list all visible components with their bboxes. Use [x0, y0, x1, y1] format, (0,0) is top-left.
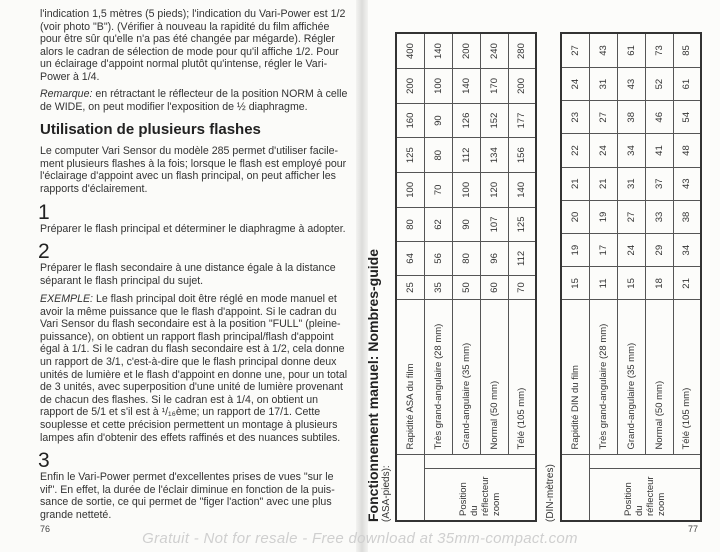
- table-cell: 29: [645, 234, 673, 267]
- text-line: un rapport de 3/1, c'est-à-dire que le flash principal donne deux: [40, 355, 337, 368]
- table-cell: 80: [452, 242, 480, 275]
- asa-table-label: (ASA-pieds):: [381, 465, 392, 522]
- text-line: Position du: [457, 482, 480, 516]
- text-line: Enfin le Vari-Power permet d'excellentes prises de vues "sur le: [40, 471, 334, 483]
- table-cell: 24: [589, 134, 617, 167]
- table-cell: 140: [424, 33, 452, 69]
- table-cell: 61: [617, 33, 645, 67]
- table-cell: 24: [617, 234, 645, 267]
- table-cell: 52: [645, 67, 673, 100]
- text-line: zoom: [490, 492, 502, 516]
- table-cell: 90: [424, 103, 452, 138]
- table-cell: 33: [645, 200, 673, 233]
- table-cell: 19: [589, 200, 617, 233]
- text-line: Power à 1/4.: [40, 70, 100, 83]
- row-label: Très grand-angulaire (28 mm): [424, 300, 452, 455]
- table-cell: 60: [480, 275, 508, 300]
- spacer-cell: [589, 455, 701, 469]
- table-cell: 62: [424, 207, 452, 242]
- text-line: de 3 unités, avec superposition d'une unité de lumière provenant: [40, 381, 343, 394]
- table-cell: 73: [645, 33, 673, 67]
- table-cell: 64: [396, 242, 424, 275]
- table-cell: 22: [561, 134, 589, 167]
- table-cell: 38: [617, 101, 645, 134]
- table-cell: 100: [452, 173, 480, 208]
- table-row: [645, 33, 673, 521]
- table-cell: 280: [508, 33, 536, 69]
- text-line: sance de sortie, ce qui permet de "figer l'action" avec une plus: [40, 496, 332, 509]
- row-label: Grand-angulaire (35 mm): [617, 300, 645, 455]
- table-cell: 21: [561, 167, 589, 200]
- table-cell: 112: [508, 242, 536, 275]
- table-cell: 200: [508, 69, 536, 104]
- table-cell: 23: [561, 101, 589, 134]
- step-1-number: 1: [38, 201, 50, 224]
- text-line: [40, 293, 362, 306]
- remark-text: en rétractant le réflecteur de la position NORM à celle: [92, 88, 348, 100]
- text-line: égal à 1/1. Si le cadran du flash secondaire est à 1/2, cela donne: [40, 343, 345, 356]
- table-cell: 43: [617, 67, 645, 100]
- table-cell: 140: [452, 69, 480, 104]
- table-cell: 11: [589, 267, 617, 300]
- text-line: séparant le flash principal du sujet.: [40, 274, 204, 287]
- table-cell: 112: [452, 138, 480, 173]
- remark-paragraph: [40, 88, 362, 113]
- page-number-left: 76: [40, 524, 51, 534]
- table-row: [396, 33, 424, 521]
- table-cell: 107: [480, 207, 508, 242]
- table-cell: 70: [424, 173, 452, 208]
- row-label: Télé (105 mm): [673, 300, 701, 455]
- table-cell: 46: [645, 101, 673, 134]
- din-guide-table: [560, 32, 702, 522]
- table-cell: 100: [396, 173, 424, 208]
- table-cell: 27: [561, 33, 589, 67]
- table-cell: 126: [452, 103, 480, 138]
- table-row: [424, 33, 452, 521]
- intro-paragraph: [40, 8, 362, 84]
- table-cell: 56: [424, 242, 452, 275]
- text-line: vif". En effet, la durée de l'éclair diminue en fonction de la puis-: [40, 483, 335, 496]
- text-line: pour être sûr qu'elle n'a pas été changée par mégarde). Régler: [40, 33, 335, 46]
- step-2-text: [40, 262, 362, 287]
- table-cell: 152: [480, 103, 508, 138]
- table-cell: 170: [480, 69, 508, 104]
- table-cell: 37: [645, 167, 673, 200]
- text-line: lampes afin d'obtenir des effets raffinés et des nuances subtiles.: [40, 431, 341, 444]
- example-label: EXEMPLE:: [40, 293, 93, 305]
- table-cell: 38: [673, 200, 701, 233]
- step-1-text: Préparer le flash principal et déterminer le diaphragme à adopter.: [40, 223, 346, 235]
- guide-number-tables: [365, 32, 695, 522]
- text-line: un éclairage d'appoint normal plutôt qu'intense, régler le Vari-: [40, 58, 328, 71]
- table-cell: 18: [645, 267, 673, 300]
- table-cell: 156: [508, 138, 536, 173]
- footer-watermark: Gratuit - Not for resale - Free download at 35mm-compact.com: [142, 530, 578, 547]
- text-line: réflecteur: [479, 476, 491, 516]
- table-cell: 80: [396, 207, 424, 242]
- table-cell: 48: [673, 134, 701, 167]
- text-line: zoom: [655, 492, 667, 516]
- tables-title: Fonctionnement manuel: Nombres-guide: [365, 248, 381, 522]
- table-cell: 43: [589, 33, 617, 67]
- table-cell: 61: [673, 67, 701, 100]
- table-cell: 31: [589, 67, 617, 100]
- din-header-label: Rapidité DIN du film: [561, 300, 589, 455]
- text-line: grande netteté.: [40, 508, 112, 521]
- text-line: réflecteur: [644, 476, 656, 516]
- table-cell: 160: [396, 103, 424, 138]
- table-cell: 50: [452, 275, 480, 300]
- table-row: [673, 33, 701, 521]
- row-label: Télé (105 mm): [508, 300, 536, 455]
- table-cell: 27: [589, 101, 617, 134]
- row-label: Normal (50 mm): [480, 300, 508, 455]
- spacer-cell: [424, 455, 536, 469]
- table-row: [589, 33, 617, 521]
- text-line: Position du: [622, 482, 645, 516]
- table-cell: 43: [673, 167, 701, 200]
- table-cell: 15: [617, 267, 645, 300]
- text-line: Vari Sensor du flash secondaire est à la position "FULL" (pleine-: [40, 318, 341, 331]
- table-cell: 100: [424, 69, 452, 104]
- row-label: Très grand-angulaire (28 mm): [589, 300, 617, 455]
- table-cell: 177: [508, 103, 536, 138]
- table-cell: 240: [480, 33, 508, 69]
- table-cell: 15: [561, 267, 589, 300]
- row-label: Normal (50 mm): [645, 300, 673, 455]
- table-row: [452, 33, 480, 521]
- table-cell: 400: [396, 33, 424, 69]
- text-line: [40, 88, 362, 101]
- table-cell: 25: [396, 275, 424, 300]
- text-line: Le computer Vari Sensor du modèle 285 permet d'utiliser facile-: [40, 145, 339, 157]
- table-cell: 17: [589, 234, 617, 267]
- table-cell: 200: [452, 33, 480, 69]
- multi-flash-paragraph: [40, 145, 362, 195]
- table-row: [508, 33, 536, 521]
- table-cell: 19: [561, 234, 589, 267]
- table-cell: 85: [673, 33, 701, 67]
- example-paragraph: [40, 293, 362, 444]
- text-line: ment plusieurs flashes à la fois; lorsque le flash est employé pour: [40, 157, 347, 170]
- text-line: (voir photo "B"). (Vérifier à nouveau la rapidité du film affichée: [40, 20, 330, 33]
- table-cell: 90: [452, 207, 480, 242]
- section-heading: Utilisation de plusieurs flashes: [40, 121, 261, 138]
- table-cell: 34: [617, 134, 645, 167]
- text-line: l'éclairage d'appoint avec un flash principal, on peut afficher les: [40, 170, 336, 183]
- table-cell: 41: [645, 134, 673, 167]
- table-cell: 125: [508, 207, 536, 242]
- table-cell: 140: [508, 173, 536, 208]
- table-cell: 27: [617, 200, 645, 233]
- table-cell: 35: [424, 275, 452, 300]
- step-2-number: 2: [38, 240, 50, 263]
- table-cell: 54: [673, 101, 701, 134]
- text-line: avoir la même puissance que le flash d'appoint. Si le cadran du: [40, 305, 337, 318]
- text-line: unités de lumière et le flash d'appoint en donne une, pour un total: [40, 368, 348, 381]
- table-cell: 34: [673, 234, 701, 267]
- text-line: de chacun des flashes. Si le cadran est à 1/4, on obtient un: [40, 393, 318, 406]
- text-line: rapports d'éclairement.: [40, 182, 148, 195]
- table-corner: [561, 455, 589, 521]
- table-corner: [396, 455, 424, 521]
- example-text: Le flash principal doit être réglé en mode manuel et: [93, 293, 337, 305]
- asa-header-label: Rapidité ASA du film: [396, 300, 424, 455]
- table-cell: 200: [396, 69, 424, 104]
- table-cell: 120: [480, 173, 508, 208]
- row-label: Grand-angulaire (35 mm): [452, 300, 480, 455]
- step-3-text: [40, 471, 362, 521]
- page-number-right: 77: [688, 524, 699, 534]
- din-table-label: (DIN-mètres): [545, 464, 556, 522]
- asa-guide-table: [395, 32, 537, 522]
- text-line: l'indication 1,5 mètres (5 pieds); l'indication du Vari-Power est 1/2: [40, 8, 346, 20]
- table-cell: 80: [424, 138, 452, 173]
- text-line: rapport de 5/1 et s'il est à ¹/₁₆ème; un rapport de 17/1. Cette: [40, 406, 321, 419]
- table-cell: 134: [480, 138, 508, 173]
- table-cell: 70: [508, 275, 536, 300]
- text-line: puissance), on obtient un rapport flash principal/flash d'appoint: [40, 330, 334, 343]
- table-cell: 125: [396, 138, 424, 173]
- table-cell: 31: [617, 167, 645, 200]
- table-row: [617, 33, 645, 521]
- table-cell: 21: [673, 267, 701, 300]
- text-line: alors le cadran de sélection de mode pour qu'il affiche 1/2. Pour: [40, 45, 339, 58]
- table-cell: 24: [561, 67, 589, 100]
- step-3-number: 3: [38, 449, 50, 472]
- text-line: de WIDE, on peut modifier l'exposition de ½ diaphragme.: [40, 100, 308, 113]
- table-row: [561, 33, 589, 521]
- text-line: souplesse et cette précision permettent un montage à plusieurs: [40, 418, 338, 431]
- text-line: Préparer le flash secondaire à une distance égale à la distance: [40, 262, 336, 274]
- position-label: [589, 469, 701, 521]
- table-cell: 96: [480, 242, 508, 275]
- table-row: [480, 33, 508, 521]
- table-cell: 20: [561, 200, 589, 233]
- position-label: [424, 469, 536, 521]
- remark-label: Remarque:: [40, 88, 93, 100]
- table-cell: 21: [589, 167, 617, 200]
